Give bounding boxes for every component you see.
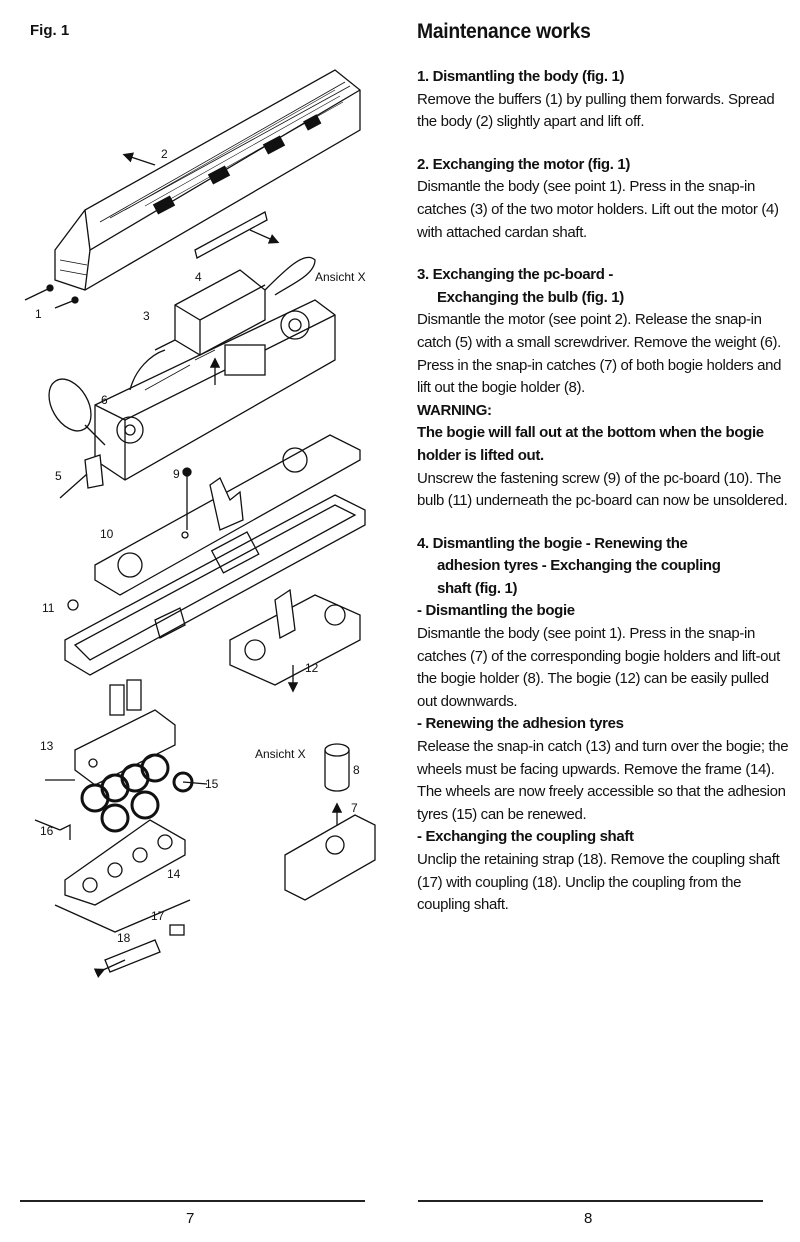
callout-15: 15 — [205, 777, 219, 791]
callout-7: 7 — [351, 801, 358, 815]
page-number-right: 8 — [584, 1210, 593, 1227]
section-exchanging-pc-board — [417, 264, 789, 513]
section-exchanging-motor — [417, 154, 789, 244]
subsection-body: Unclip the retaining strap (18). Remove the coupling shaft (17) with coupling (18). Unclip the coupling from the coupling shaft. — [417, 851, 780, 914]
section-title-line: 3. Exchanging the pc-board - — [417, 266, 614, 284]
figure-label: Fig. 1 — [30, 22, 70, 39]
exploded-view-diagram — [15, 60, 405, 980]
callout-10: 10 — [100, 527, 114, 541]
subsection-title: - Dismantling the bogie — [417, 602, 575, 620]
callout-14: 14 — [167, 867, 181, 881]
bogie-frame — [65, 820, 185, 905]
section-dismantling-bogie — [417, 533, 789, 917]
section-body: Dismantle the body (see point 1). Press in the snap-in catches (3) of the two motor holders. Lift out the motor (4) with attached cardan shaft. — [417, 178, 779, 241]
section-title — [417, 533, 789, 601]
callout-3: 3 — [143, 309, 150, 323]
exploded-view-drawing — [15, 60, 405, 980]
callout-8: 8 — [353, 763, 360, 777]
bogie — [230, 590, 360, 690]
callout-17: 17 — [151, 909, 165, 923]
callout-11: 11 — [42, 601, 55, 615]
warning-label: WARNING: — [417, 401, 492, 419]
section-dismantling-body — [417, 66, 789, 134]
page-number-left: 7 — [186, 1210, 195, 1227]
section-body: Remove the buffers (1) by pulling them forwards. Spread the body (2) slightly apart and lift off. — [417, 90, 775, 131]
section-body: Dismantle the motor (see point 2). Release the snap-in catch (5) with a small screwdriver. Remove the weight (6). Press in the snap-in catches (7) of both bogie holders and lift out the bogie holder (8). — [417, 311, 782, 397]
callout-4: 4 — [195, 270, 202, 284]
loco-body — [55, 70, 360, 290]
callout-12: 12 — [305, 661, 319, 675]
section-title — [417, 264, 789, 309]
section-title-line: adhesion tyres - Exchanging the coupling — [437, 557, 721, 575]
warning-text: The bogie will fall out at the bottom when the bogie holder is lifted out. — [417, 424, 764, 464]
callout-1: 1 — [35, 307, 42, 321]
section-title-line: shaft (fig. 1) — [437, 579, 518, 597]
subsection-title: - Renewing the adhesion tyres — [417, 715, 624, 733]
callout-13: 13 — [40, 739, 54, 753]
section-title: 2. Exchanging the motor (fig. 1) — [417, 155, 630, 173]
section-body: Unscrew the fastening screw (9) of the pc-board (10). The bulb (11) underneath the pc-board can now be unsoldered. — [417, 469, 788, 510]
subsection-body: Release the snap-in catch (13) and turn over the bogie; the wheels must be facing upwards. Remove the frame (14). The wheels are now freely accessible so that the adhesion tyres (15) can be renewed. — [417, 738, 789, 823]
callout-ansicht-x-top: Ansicht X — [315, 270, 366, 284]
page-heading: Maintenance works — [417, 20, 591, 43]
callout-9: 9 — [173, 467, 180, 481]
section-title-line: 4. Dismantling the bogie - Renewing the — [417, 534, 688, 552]
section-title-line: Exchanging the bulb (fig. 1) — [437, 288, 624, 306]
callout-ansicht-x-detail: Ansicht X — [255, 747, 306, 761]
footer-rule-right — [418, 1200, 763, 1202]
callout-2: 2 — [161, 147, 168, 161]
section-title: 1. Dismantling the body (fig. 1) — [417, 68, 625, 85]
subsection-title: - Exchanging the coupling shaft — [417, 828, 634, 846]
subsection-body: Dismantle the body (see point 1). Press in the snap-in catches (7) of the corresponding bogie holders and lift-out the bogie holder (8). The bogie (12) can be easily pulled out downwards. — [417, 625, 780, 710]
callout-18: 18 — [117, 931, 131, 945]
callout-16: 16 — [40, 824, 54, 838]
detail-view-x — [285, 744, 375, 900]
maintenance-instructions — [417, 20, 789, 937]
callout-5: 5 — [55, 469, 62, 483]
footer-rule-left — [20, 1200, 365, 1202]
callout-6: 6 — [101, 393, 108, 407]
